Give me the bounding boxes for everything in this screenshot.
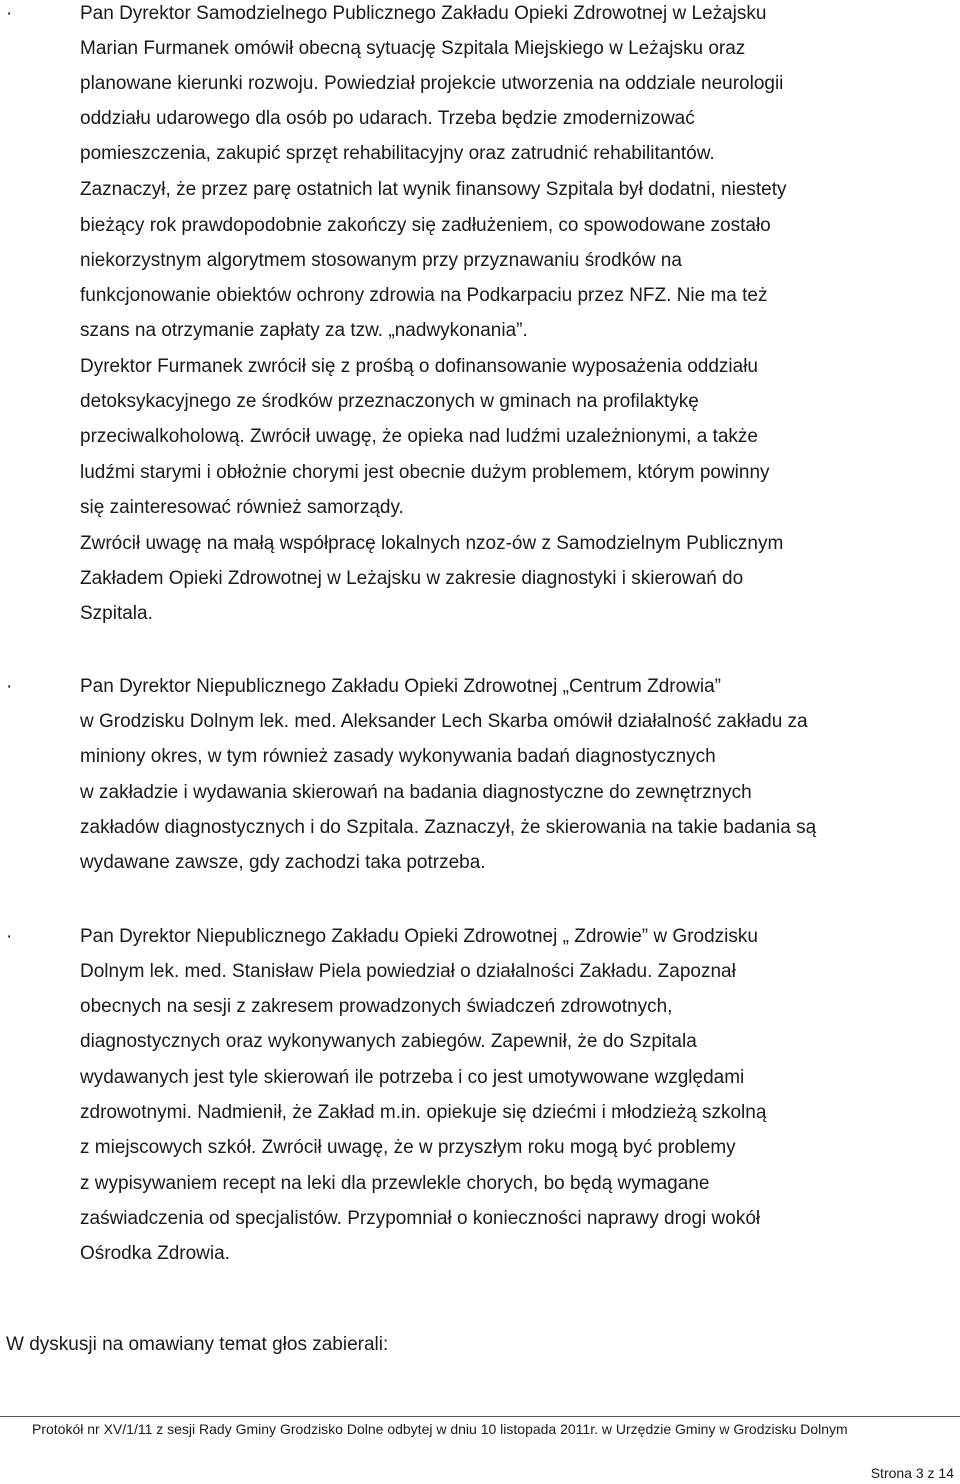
text-line: Pan Dyrektor Niepublicznego Zakładu Opieki Zdrowotnej „ Zdrowie” w Grodzisku: [80, 926, 758, 947]
text-line: Zakładem Opieki Zdrowotnej w Leżajsku w zakresie diagnostyki i skierowań do: [80, 568, 744, 589]
text-line: Ośrodka Zdrowia.: [80, 1243, 230, 1264]
text-line: Pan Dyrektor Niepublicznego Zakładu Opieki Zdrowotnej „Centrum Zdrowia”: [80, 676, 721, 697]
text-line: oddziału udarowego dla osób po udarach. Trzeba będzie zmodernizować: [80, 108, 695, 129]
text-line: planowane kierunki rozwoju. Powiedział projekcie utworzenia na oddziale neurologii: [80, 73, 784, 94]
text-line: Marian Furmanek omówił obecną sytuację Szpitala Miejskiego w Leżajsku oraz: [80, 38, 746, 59]
page-number: Strona 3 z 14: [870, 1465, 954, 1481]
text-line: Dolnym lek. med. Stanisław Piela powiedział o działalności Zakładu. Zapoznał: [80, 961, 736, 982]
text-line: Dyrektor Furmanek zwrócił się z prośbą o dofinansowanie wyposażenia oddziału: [80, 356, 758, 377]
text-line: wydawane zawsze, gdy zachodzi taka potrzeba.: [80, 852, 486, 873]
text-line: miniony okres, w tym również zasady wykonywania badań diagnostycznych: [80, 746, 716, 767]
bullet-section-2: ·: [6, 676, 13, 697]
text-line: zakładów diagnostycznych i do Szpitala. Zaznaczył, że skierowania na takie badania są: [80, 817, 817, 838]
text-line: Zwrócił uwagę na małą współpracę lokalnych nzoz-ów z Samodzielnym Publicznym: [80, 533, 784, 554]
text-line: się zainteresować również samorządy.: [80, 497, 404, 518]
bullet-section-3: ·: [6, 926, 13, 947]
text-line: funkcjonowanie obiektów ochrony zdrowia na Podkarpaciu przez NFZ. Nie ma też: [80, 285, 768, 306]
footer-divider: [0, 1416, 960, 1417]
text-line: wydawanych jest tyle skierowań ile potrzeba i co jest umotywowane względami: [80, 1067, 745, 1088]
text-line: bieżący rok prawdopodobnie zakończy się zadłużeniem, co spowodowane zostało: [80, 215, 771, 236]
text-line: Szpitala.: [80, 603, 153, 624]
text-line: zaświadczenia od specjalistów. Przypomniał o konieczności naprawy drogi wokół: [80, 1208, 761, 1229]
bullet-section-1: ·: [6, 3, 13, 24]
text-line: Zaznaczył, że przez parę ostatnich lat wynik finansowy Szpitala był dodatni, niestety: [80, 179, 787, 200]
text-line: ludźmi starymi i obłożnie chorymi jest obecnie dużym problemem, którym powinny: [80, 462, 770, 483]
text-line: szans na otrzymanie zapłaty za tzw. „nadwykonania”.: [80, 320, 528, 341]
text-line: w zakładzie i wydawania skierowań na badania diagnostyczne do zewnętrznych: [80, 782, 752, 803]
footer-protocol-text: Protokół nr XV/1/11 z sesji Rady Gminy Grodzisko Dolne odbytej w dniu 10 listopada 2011r. w Urzędzie Gminy w Grodzisku Dolnym: [32, 1421, 848, 1437]
text-line: z wypisywaniem recept na leki dla przewlekle chorych, bo będą wymagane: [80, 1173, 710, 1194]
text-line: zdrowotnymi. Nadmienił, że Zakład m.in. opiekuje się dziećmi i młodzieżą szkolną: [80, 1102, 767, 1123]
text-line: w Grodzisku Dolnym lek. med. Aleksander Lech Skarba omówił działalność zakładu za: [80, 711, 808, 732]
text-line: przeciwalkoholową. Zwrócił uwagę, że opieka nad ludźmi uzależnionymi, a także: [80, 426, 758, 447]
text-line: diagnostycznych oraz wykonywanych zabiegów. Zapewnił, że do Szpitala: [80, 1031, 697, 1052]
discussion-heading: W dyskusji na omawiany temat głos zabierali:: [6, 1334, 389, 1355]
text-line: niekorzystnym algorytmem stosowanym przy przyznawaniu środków na: [80, 250, 682, 271]
text-line: obecnych na sesji z zakresem prowadzonych świadczeń zdrowotnych,: [80, 996, 673, 1017]
text-line: z miejscowych szkół. Zwrócił uwagę, że w przyszłym roku mogą być problemy: [80, 1137, 736, 1158]
text-line: pomieszczenia, zakupić sprzęt rehabilitacyjny oraz zatrudnić rehabilitantów.: [80, 143, 715, 164]
text-line: detoksykacyjnego ze środków przeznaczonych w gminach na profilaktykę: [80, 391, 699, 412]
text-line: Pan Dyrektor Samodzielnego Publicznego Zakładu Opieki Zdrowotnej w Leżajsku: [80, 3, 767, 24]
